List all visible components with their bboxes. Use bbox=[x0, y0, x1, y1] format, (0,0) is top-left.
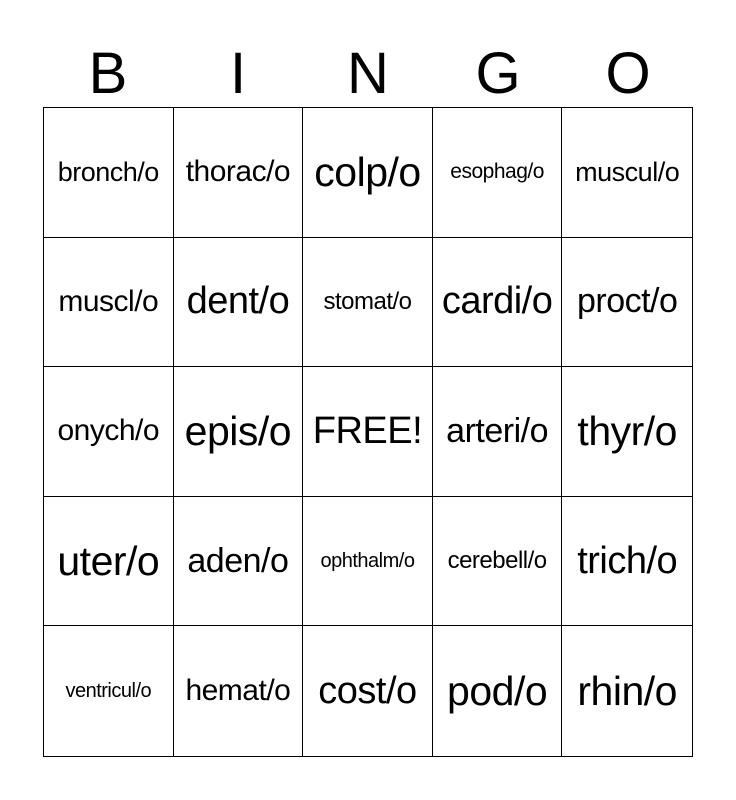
bingo-cell[interactable]: epis/o bbox=[174, 367, 304, 497]
bingo-header bbox=[43, 40, 693, 108]
bingo-cell[interactable]: aden/o bbox=[174, 497, 304, 627]
bingo-cell[interactable]: proct/o bbox=[562, 238, 692, 368]
header-letter-o: O bbox=[605, 41, 651, 106]
bingo-board bbox=[43, 107, 693, 757]
bingo-cell[interactable]: colp/o bbox=[303, 108, 433, 238]
bingo-cell[interactable]: bronch/o bbox=[44, 108, 174, 238]
header-letter-n: N bbox=[347, 41, 389, 106]
bingo-cell[interactable]: muscul/o bbox=[562, 108, 692, 238]
bingo-cell[interactable]: stomat/o bbox=[303, 238, 433, 368]
bingo-cell[interactable]: pod/o bbox=[433, 626, 563, 756]
bingo-cell[interactable]: rhin/o bbox=[577, 667, 677, 714]
bingo-cell[interactable]: cerebell/o bbox=[433, 497, 563, 627]
header-letter-g: G bbox=[475, 41, 521, 106]
header-letter-i: I bbox=[229, 41, 247, 106]
bingo-cell[interactable]: onych/o bbox=[44, 367, 174, 497]
bingo-cell[interactable]: dent/o bbox=[174, 238, 304, 368]
bingo-cell[interactable]: esophag/o bbox=[433, 108, 563, 238]
free-space-cell[interactable]: FREE! bbox=[303, 367, 433, 497]
bingo-cell[interactable]: cardi/o bbox=[433, 238, 563, 368]
bingo-cell[interactable]: ophthalm/o bbox=[303, 497, 433, 627]
bingo-cell[interactable]: trich/o bbox=[562, 497, 692, 627]
bingo-cell[interactable]: cost/o bbox=[303, 626, 433, 756]
bingo-cell[interactable]: uter/o bbox=[44, 497, 174, 627]
bingo-cell[interactable]: hemat/o bbox=[174, 626, 304, 756]
bingo-cell[interactable]: arteri/o bbox=[433, 367, 563, 497]
header-letter-b: B bbox=[88, 41, 128, 106]
bingo-cell[interactable]: thorac/o bbox=[174, 108, 304, 238]
bingo-cell[interactable]: muscl/o bbox=[44, 238, 174, 368]
bingo-cell[interactable]: thyr/o bbox=[562, 367, 692, 497]
bingo-cell[interactable]: ventricul/o bbox=[44, 626, 174, 756]
